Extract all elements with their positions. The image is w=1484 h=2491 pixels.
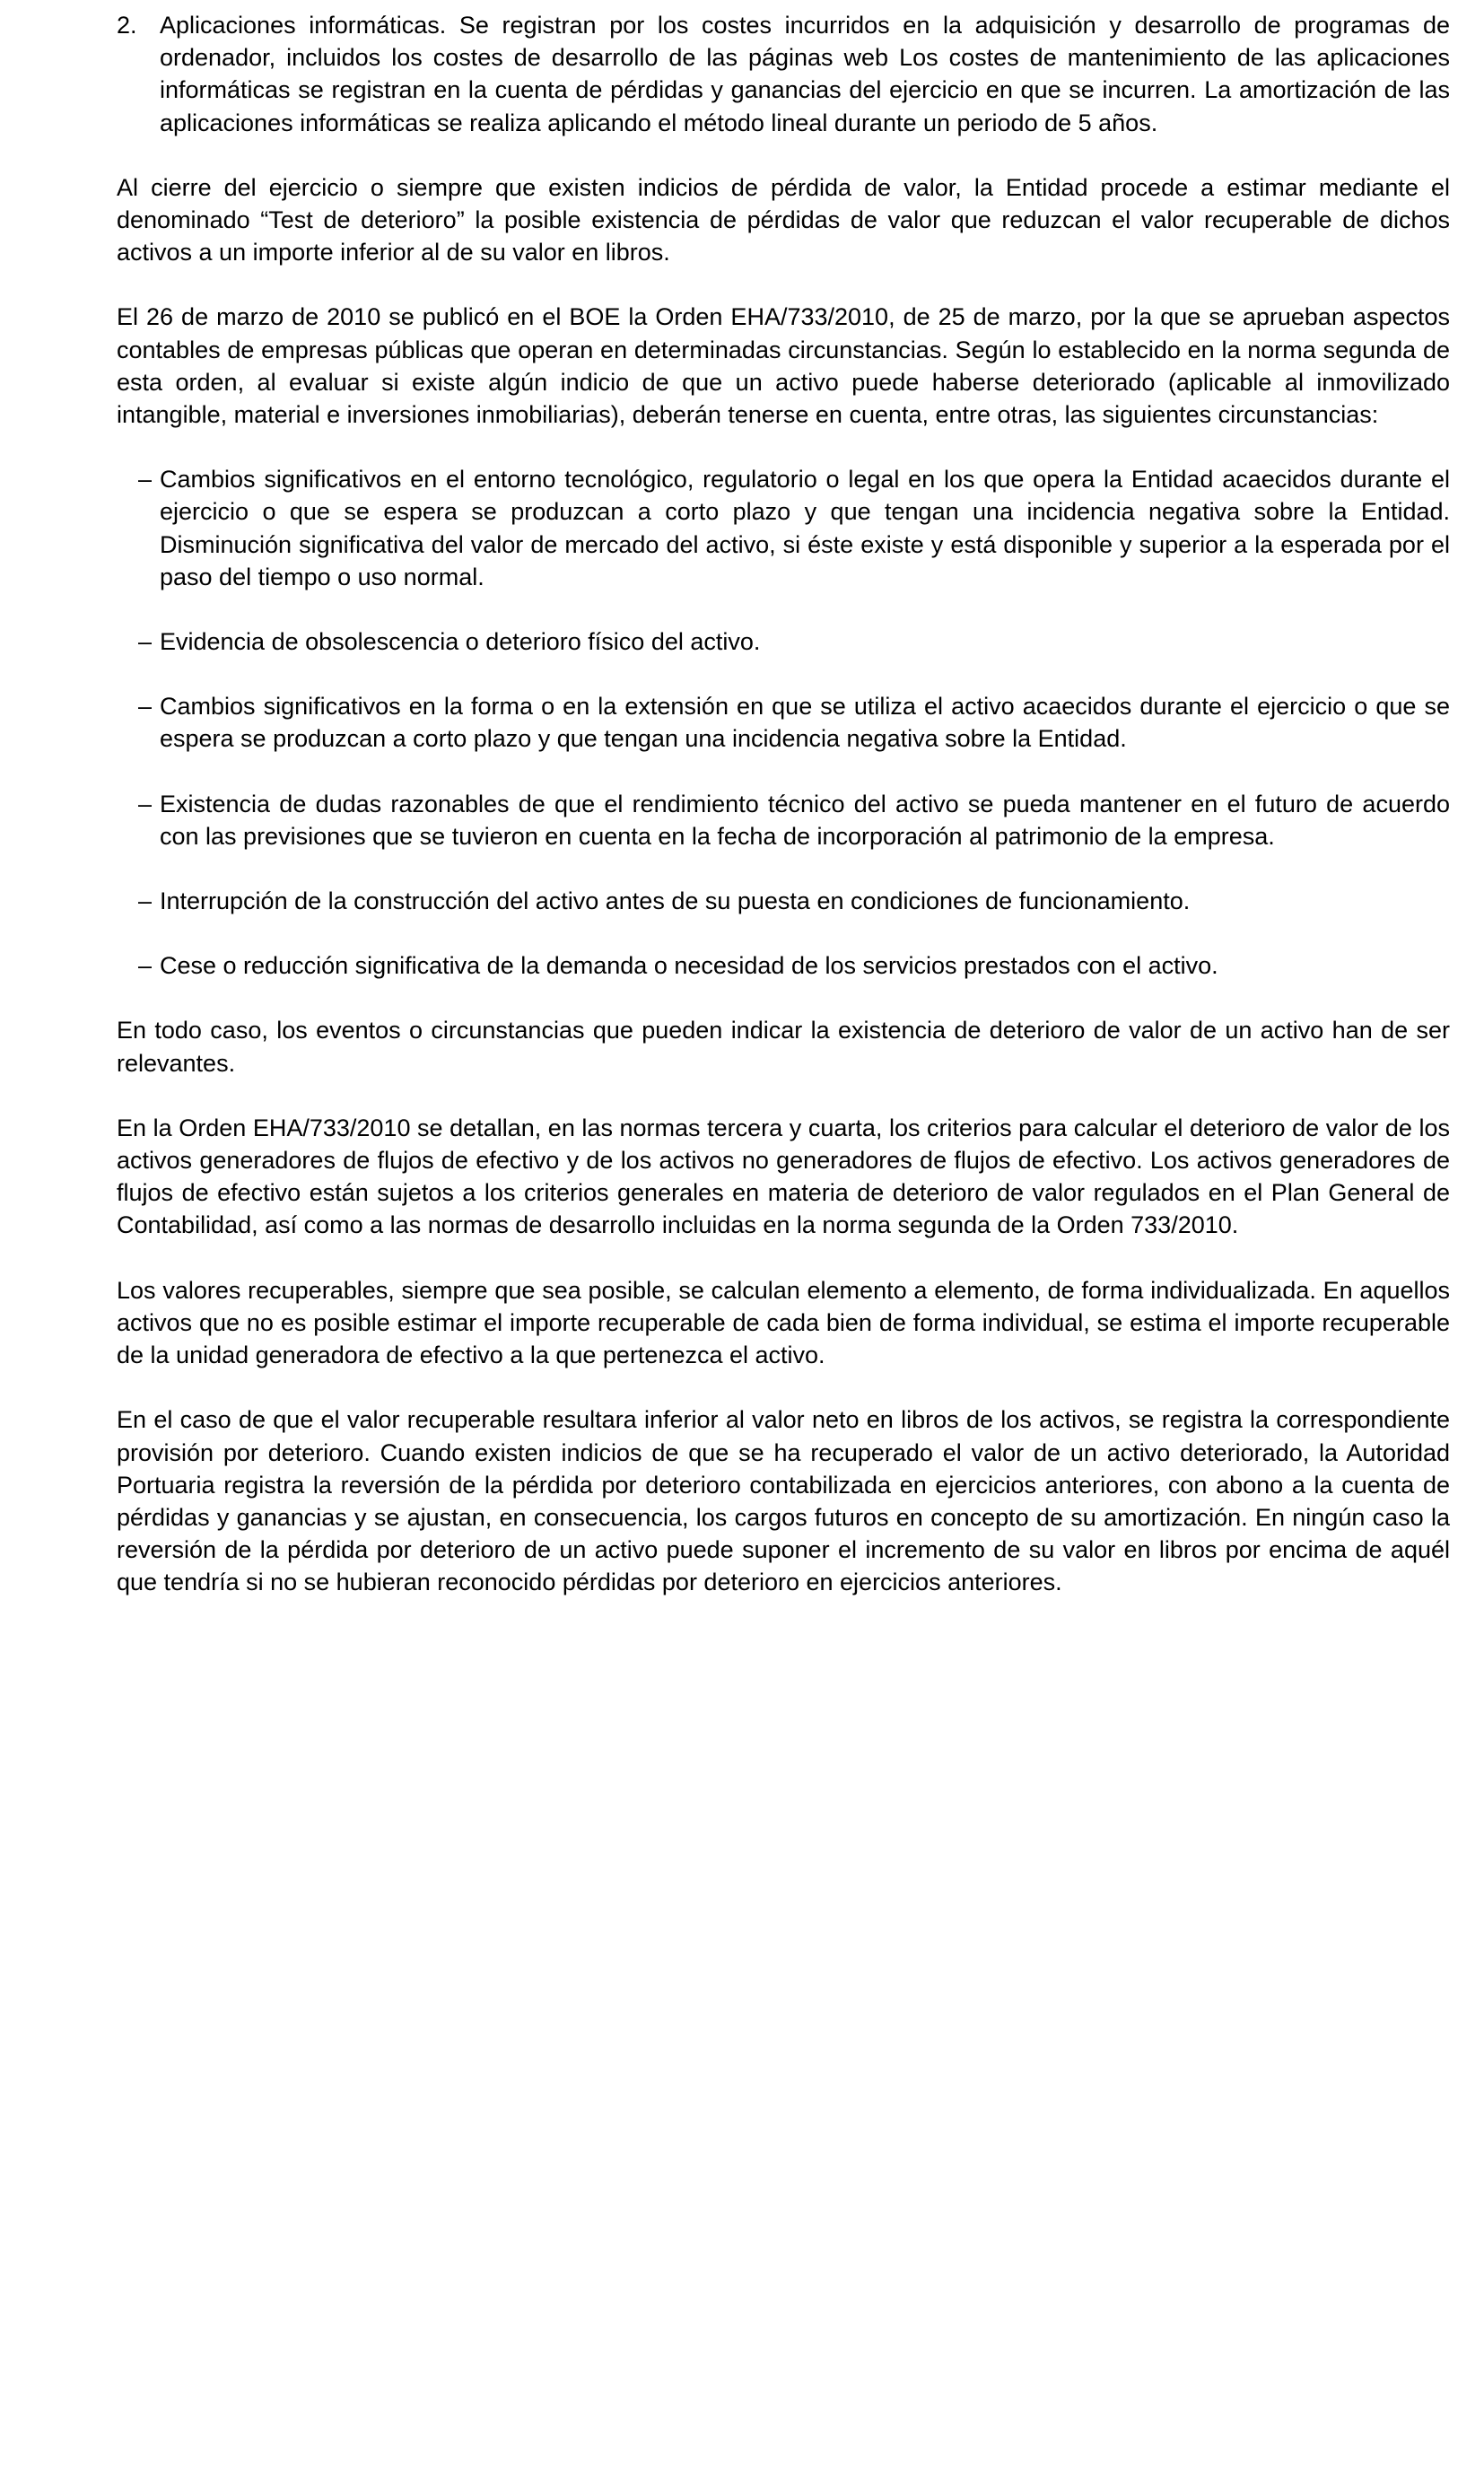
bullet-marker: – [138,790,153,817]
paragraph-test-deterioro: Al cierre del ejercicio o siempre que existen indicios de pérdida de valor, la Entidad procede a estimar mediante el denominado “Test de deterioro” la posible existencia de pérdidas de valor que reduzcan el valor recuperable de dichos activos a un importe inferior al de su valor en libros. [117,173,1450,267]
paragraph-orden-eha: El 26 de marzo de 2010 se publicó en el BOE la Orden EHA/733/2010, de 25 de marzo, por la que se aprueban aspectos contables de empresas públicas que operan en determinadas circunstancias. Según lo establecido en la norma segunda de esta orden, al evaluar si existe algún indicio de que un activo puede haberse deteriorado (aplicable al inmovilizado intangible, material e inversiones inmobiliarias), deberán tenerse en cuenta, entre otras, las siguientes circunstancias: [117,303,1450,429]
list-item [138,625,1450,658]
bullet-marker: – [138,466,153,494]
list-item [138,885,1450,917]
list-item-text: Cambios significativos en el entorno tecnológico, regulatorio o legal en los que opera la Entidad acaecidos durante el ejercicio o que se espera se produzcan a corto plazo y que tengan una incidencia negativa sobre la Entidad. Disminución significativa del valor de mercado del activo, si éste existe y está disponible y superior a la esperada por el paso del tiempo o uso normal. [160,466,1450,590]
list-item [138,690,1450,755]
document-page [117,9,1450,1599]
paragraph-provision-deterioro: En el caso de que el valor recuperable resultara inferior al valor neto en libros de los activos, se registra la correspondiente provisión por deterioro. Cuando existen indicios de que se ha recuperado el valor de un activo deteriorado, la Autoridad Portuaria registra la reversión de la pérdida por deterioro contabilizada en ejercicios anteriores, con abono a la cuenta de pérdidas y ganancias y se ajustan, en consecuencia, los cargos futuros en concepto de su amortización. En ningún caso la reversión de la pérdida por deterioro de un activo puede suponer el incremento de su valor en libros por encima de aquél que tendría si no se hubieran reconocido pérdidas por deterioro en ejercicios anteriores. [117,1406,1450,1596]
list-item [138,949,1450,982]
paragraph-eventos-relevantes: En todo caso, los eventos o circunstancias que pueden indicar la existencia de deterioro de valor de un activo han de ser relevantes. [117,1017,1450,1077]
item-number: 2. [117,12,137,39]
circumstances-list [117,463,1450,982]
list-item [138,788,1450,852]
numbered-item-aplicaciones-informaticas [117,9,1450,139]
bullet-marker: – [138,952,153,980]
list-item-text: Existencia de dudas razonables de que el rendimiento técnico del activo se pueda mantener en el futuro de acuerdo con las previsiones que se tuvieron en cuenta en la fecha de incorporación al patrimonio de la empresa. [160,790,1450,850]
list-item [138,463,1450,593]
bullet-marker: – [138,628,153,656]
list-item-text: Cambios significativos en la forma o en la extensión en que se utiliza el activo acaecidos durante el ejercicio o que se espera se produzcan a corto plazo y que tengan una incidencia negativa sobre la Entidad. [160,693,1450,753]
list-item-text: Evidencia de obsolescencia o deterioro físico del activo. [160,628,761,656]
bullet-marker: – [138,693,153,721]
bullet-marker: – [138,887,153,915]
list-item-text: Interrupción de la construcción del activo antes de su puesta en condiciones de funcionamiento. [160,887,1191,915]
item-text: Aplicaciones informáticas. Se registran por los costes incurridos en la adquisición y desarrollo de programas de ordenador, incluidos los costes de desarrollo de las páginas web Los costes de mantenimiento de las aplicaciones informáticas se registran en la cuenta de pérdidas y ganancias del ejercicio en que se incurren. La amortización de las aplicaciones informáticas se realiza aplicando el método lineal durante un periodo de 5 años. [160,12,1450,136]
list-item-text: Cese o reducción significativa de la demanda o necesidad de los servicios prestados con el activo. [160,952,1218,980]
paragraph-valores-recuperables: Los valores recuperables, siempre que sea posible, se calculan elemento a elemento, de forma individualizada. En aquellos activos que no es posible estimar el importe recuperable de cada bien de forma individual, se estima el importe recuperable de la unidad generadora de efectivo a la que pertenezca el activo. [117,1276,1450,1369]
paragraph-normas-tercera-cuarta: En la Orden EHA/733/2010 se detallan, en las normas tercera y cuarta, los criterios para calcular el deterioro de valor de los activos generadores de flujos de efectivo y de los activos no generadores de flujos de efectivo. Los activos generadores de flujos de efectivo están sujetos a los criterios generales en materia de deterioro de valor regulados en el Plan General de Contabilidad, así como a las normas de desarrollo incluidas en la norma segunda de la Orden 733/2010. [117,1114,1450,1239]
